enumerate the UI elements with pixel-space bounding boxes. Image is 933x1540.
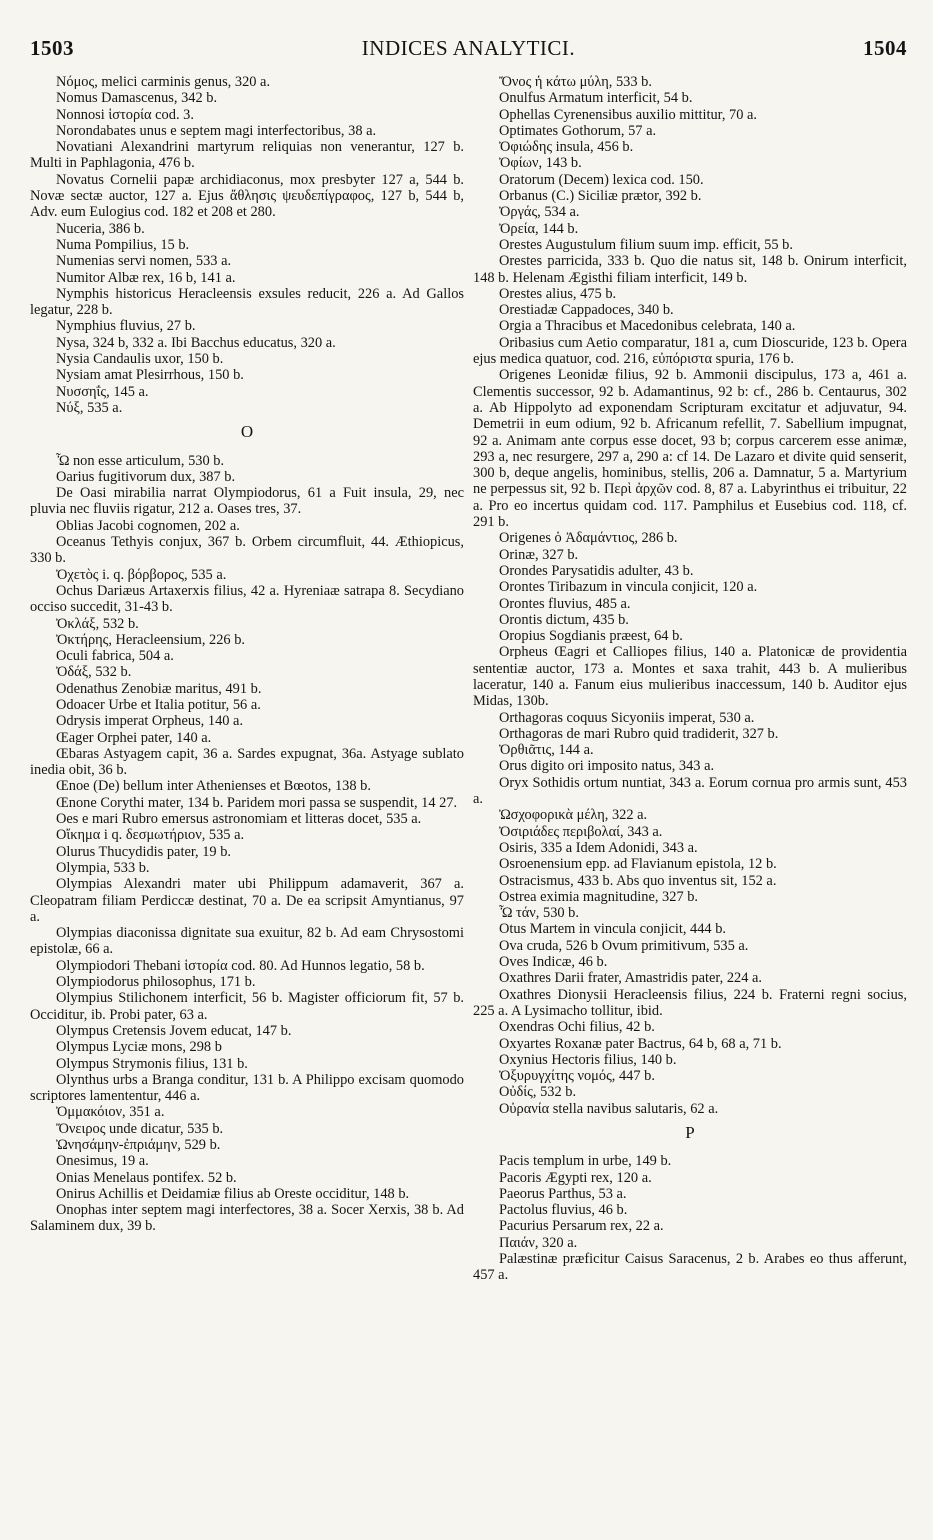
index-entry: Œnoe (De) bellum inter Athenienses et Bœotos, 138 b. — [56, 778, 371, 795]
index-entry: Νόμος, melici carminis genus, 320 a. — [56, 74, 271, 90]
index-entry: Pacis templum in urbe, 149 b. — [499, 1153, 672, 1170]
index-entry: Ὀρθιᾶτις, 144 a. — [499, 742, 594, 759]
index-entry: Ὀργάς, 534 a. — [499, 204, 580, 221]
index-entry: Nymphius fluvius, 27 b. — [56, 318, 196, 335]
index-entry: Ochus Dariæus Artaxerxis filius, 42 a. Hyreniaæ satrapa 8. Secydiano occiso succedit, 31-43 b. — [30, 582, 464, 616]
index-entry: Oculi fabrica, 504 a. — [56, 648, 174, 665]
index-entry: Pacurius Persarum rex, 22 a. — [499, 1218, 664, 1235]
index-entry: Orontes Tiribazum in vincula conjicit, 120 a. — [499, 579, 758, 596]
index-entry: Nonnosi ἱστορία cod. 3. — [56, 106, 194, 123]
index-entry: Oxathres Darii frater, Amastridis pater, 224 a. — [499, 970, 762, 987]
section-letter-o: O — [240, 422, 254, 442]
index-entry: Ὠσχοφορικὰ μέλη, 322 a. — [499, 807, 648, 824]
index-entry: Ostrea eximia magnitudine, 327 b. — [499, 888, 699, 905]
index-entry: Novatiani Alexandrini martyrum reliquias non venerantur, 127 b. Multi in Paphlagonia, 476 b. — [30, 139, 464, 172]
index-entry: Ὠνησάμην-ἐπριάμην, 529 b. — [56, 1137, 221, 1153]
index-entry: Orgia a Thracibus et Macedonibus celebrata, 140 a. — [499, 318, 796, 335]
index-entry: Olurus Thucydidis pater, 19 b. — [56, 843, 232, 860]
index-entry: Olympus Strymonis filius, 131 b. — [56, 1055, 248, 1072]
left-entries-o — [30, 453, 464, 1235]
index-entry: Otus Martem in vincula conjicit, 444 b. — [499, 921, 727, 938]
index-entry: Novatus Cornelii papæ archidiaconus, mox presbyter 127 a, 544 b. Novæ sectæ auctor, 127 a. Ejus ἄθλησις ψευδεπίγραφος, 127 b, 544 b, Adv. eum Eulogius cod. 182 et 208 et 280. — [30, 171, 464, 221]
index-entry: Orondes Parysatidis adulter, 43 b. — [499, 562, 694, 579]
index-entry: Origenes ὁ Ἀδαμάντιος, 286 b. — [499, 530, 678, 547]
index-entry: Ὄνειρος unde dicatur, 535 b. — [56, 1120, 224, 1137]
index-entry: Ova cruda, 526 b Ovum primitivum, 535 a. — [499, 937, 749, 954]
index-entry: Orus digito ori imposito natus, 343 a. — [499, 758, 715, 775]
index-entry: Palæstinæ præficitur Caisus Saracenus, 2 b. Arabes eo thus afferunt, 457 a. — [473, 1251, 907, 1284]
index-entry: Ostracismus, 433 b. Abs quo inventus sit, 152 a. — [499, 872, 777, 889]
section-letter-p: P — [685, 1123, 695, 1142]
index-entry: Ὀκτήρης, Heracleensium, 226 b. — [56, 631, 246, 648]
index-entry: Optimates Gothorum, 57 a. — [499, 122, 657, 139]
index-entry: Osroenensium epp. ad Flavianum epistola, 12 b. — [499, 856, 777, 873]
index-entry: Oxynius Hectoris filius, 140 b. — [499, 1051, 677, 1068]
index-entry: Oarius fugitivorum dux, 387 b. — [56, 468, 236, 485]
index-entry: Olympias Alexandri mater ubi Philippum adamaverit, 367 a. Cleopatram filiam Perdiccæ destinat, 70 a. De ea scripsit Amyntianus, 97 a. — [30, 876, 464, 925]
index-entry: Νυσσηΐς, 145 a. — [56, 383, 149, 400]
index-entry: Νύξ, 535 a. — [56, 399, 123, 416]
index-entry: Paeorus Parthus, 53 a. — [499, 1185, 627, 1202]
index-entry: Παιάν, 320 a. — [499, 1234, 578, 1251]
index-entry: Oxendras Ochi filius, 42 b. — [499, 1019, 655, 1036]
index-entry: Olympus Lyciæ mons, 298 b — [56, 1039, 222, 1056]
index-entry: Ὀχετὸς i. q. βόρβορος, 535 a. — [56, 566, 227, 583]
index-entry: Oes e mari Rubro emersus astronomiam et litteras docet, 535 a. — [56, 811, 422, 828]
index-entry: Œnone Corythi mater, 134 b. Paridem mori passa se suspendit, 14 27. — [56, 794, 458, 811]
index-entry: Oceanus Tethyis conjux, 367 b. Orbem circumfluit, 44. Æthiopicus, 330 b. — [30, 534, 464, 567]
index-entry: Œbaras Astyagem capit, 36 a. Sardes expugnat, 36a. Astyage sublato inedia obit, 36 b. — [30, 745, 464, 779]
index-entry: Oxyartes Roxanæ pater Bactrus, 64 b, 68 a, 71 b. — [499, 1035, 782, 1052]
index-entry: Orontes fluvius, 485 a. — [499, 595, 631, 612]
index-entry: Nysa, 324 b, 332 a. Ibi Bacchus educatus, 320 a. — [56, 334, 336, 351]
index-entry: Ὀδάξ, 532 b. — [56, 664, 132, 681]
index-entry: Nysia Candaulis uxor, 150 b. — [56, 351, 224, 368]
index-entry: Ὀρεία, 144 b. — [499, 220, 579, 237]
index-entry: Onophas inter septem magi interfectores, 38 a. Socer Xerxis, 38 b. Ad Salaminem dux, 39 b. — [30, 1202, 464, 1235]
index-entry: Orthagoras coquus Sicyoniis imperat, 530 a. — [499, 709, 755, 726]
index-entry: Ὦ non esse articulum, 530 b. — [56, 452, 225, 469]
index-entry: Pacoris Ægypti rex, 120 a. — [499, 1169, 652, 1186]
index-entry: Olympiodorus philosophus, 171 b. — [56, 974, 256, 991]
index-entry: Odoacer Urbe et Italia potitur, 56 a. — [56, 696, 261, 713]
index-entry: Nymphis historicus Heracleensis exsules reducit, 226 a. Ad Gallos legatur, 228 b. — [30, 285, 464, 319]
index-entry: Oropius Sogdianis præest, 64 b. — [499, 628, 683, 645]
index-entry: Orpheus Œagri et Calliopes filius, 140 a. Platonicæ de providentia sententiæ auctor, 173 a. Montes et saxa trahit, 443 b. A mulieribus laceratur, 140 a. Fanum eius mulieribus inaccessum, 140 b. Auditor ejus Midas, 130b. — [473, 644, 907, 710]
left-column — [30, 74, 464, 1284]
index-entry: Ophellas Cyrenensibus auxilio mittitur, 70 a. — [499, 106, 758, 123]
index-entry: Orestes Augustulum filium suum imp. efficit, 55 b. — [499, 236, 793, 253]
index-entry: Olympias diaconissa dignitate sua exuitur, 82 b. Ad eam Chrysostomi epistolæ, 66 a. — [30, 925, 464, 958]
index-entry: Ὀφίων, 143 b. — [499, 155, 582, 172]
index-entry: Olympus Cretensis Jovem educat, 147 b. — [56, 1022, 292, 1039]
index-entry: Orestiadæ Cappadoces, 340 b. — [499, 302, 674, 319]
right-entries-o — [473, 74, 907, 1117]
index-entry: Ὦ τάν, 530 b. — [499, 905, 579, 922]
index-entry: Oryx Sothidis ortum nuntiat, 343 a. Eorum cornua pro armis sunt, 453 a. — [473, 774, 907, 808]
right-column — [473, 74, 907, 1284]
index-entry: Ὀμμακόιον, 351 a. — [56, 1104, 165, 1121]
index-entry: Οἴκημα i q. δεσμωτήριον, 535 a. — [56, 827, 245, 844]
index-entry: Œager Orphei pater, 140 a. — [56, 729, 212, 746]
index-entry: Onulfus Armatum interficit, 54 b. — [499, 90, 693, 107]
page-number-left: 1503 — [30, 36, 74, 60]
index-entry: Orinæ, 327 b. — [499, 546, 579, 563]
index-entry: Olynthus urbs a Branga conditur, 131 b. A Philippo excisam quomodo scriptores lamententur, 446 a. — [30, 1071, 464, 1105]
index-entry: Ὀκλάξ, 532 b. — [56, 615, 139, 632]
index-entry: Olympia, 533 b. — [56, 859, 150, 876]
index-entry: Οὐρανία stella navibus salutaris, 62 a. — [499, 1100, 719, 1117]
index-entry: Oratorum (Decem) lexica cod. 150. — [499, 171, 704, 188]
index-entry: Ὀσιριάδες περιβολαί, 343 a. — [499, 823, 663, 840]
index-entry: Onirus Achillis et Deidamiæ filius ab Oreste occiditur, 148 b. — [56, 1185, 410, 1202]
index-entry: Osiris, 335 a Idem Adonidi, 343 a. — [499, 839, 698, 856]
index-entry: Oxathres Dionysii Heracleensis filius, 224 b. Fraterni regni socius, 225 a. A Lysimacho tollitur, ibid. — [473, 986, 907, 1019]
index-entry: Oves Indicæ, 46 b. — [499, 954, 608, 971]
index-entry: Nomus Damascenus, 342 b. — [56, 90, 218, 107]
running-head: INDICES ANALYTICI. — [361, 36, 576, 60]
index-entry: Onias Menelaus pontifex. 52 b. — [56, 1169, 237, 1186]
index-entry: Pactolus fluvius, 46 b. — [499, 1202, 628, 1219]
index-entry: Oribasius cum Aetio comparatur, 181 a, cum Dioscuride, 123 b. Opera ejus medica quatuor, cod. 216, εὐπόριστα spuria, 176 b. — [473, 334, 907, 368]
index-entry: Ὀφιώδης insula, 456 b. — [499, 139, 634, 156]
index-columns — [30, 74, 907, 1284]
index-entry: Odenathus Zenobiæ maritus, 491 b. — [56, 680, 262, 697]
index-entry: Orbanus (C.) Siciliæ prætor, 392 b. — [499, 188, 702, 205]
page-header — [30, 32, 907, 62]
index-entry: Origenes Leonidæ filius, 92 b. Ammonii discipulus, 173 a, 461 a. Clementis successor, 92 b. Adamantinus, 92 b: cf., 286 b. Centaurus, 302 a. Ab Hippolyto ad exponendam Scripturam excitatur et adjuvatur, 94. Demetrii in eum odium, 92 b. Africanum refellit, 7. Sabellium impugnat, 92 a. Animam ante corpus esse docet, 93 b; corpus carcerem esse animæ, 293 a, nec resurgere, 297 a, 290 a: cf 14. De Lazaro et divite quid senserit, 300 b, deque angelis, hominibus, stellis, 206 a. Damnatur, 5 a. Martyrium ne perpessus sit, 92 b. Περὶ ἀρχῶν cod. 8, 87 a. Labyrinthus ei tribuitur, 22 a. Pro eo incertus quidam cod. 117. Pamphilus et Eusebius cod. 118, cf. 291 b. — [473, 367, 907, 531]
right-entries-p — [473, 1153, 907, 1283]
index-entry: Olympius Stilichonem interficit, 56 b. Magister officiorum fit, 57 b. Occiditur, ib. Probi pater, 63 a. — [30, 990, 464, 1023]
index-entry: De Oasi mirabilia narrat Olympiodorus, 61 a Fuit insula, 29, nec pluvia nec fluviis rigatur, 212 a. Oases tres, 37. — [30, 485, 464, 518]
index-entry: Norondabates unus e septem magi interfectoribus, 38 a. — [56, 122, 377, 139]
index-entry: Orestes parricida, 333 b. Quo die natus sit, 148 b. Onirum interficit, 148 b. Helenam Ægisthi filiam interficit, 149 b. — [473, 253, 907, 286]
index-entry: Nuceria, 386 b. — [56, 220, 145, 237]
index-entry: Οὐδίς, 532 b. — [499, 1084, 577, 1101]
index-entry: Olympiodori Thebani ἱστορία cod. 80. Ad Hunnos legatio, 58 b. — [56, 957, 425, 974]
index-entry: Numitor Albæ rex, 16 b, 141 a. — [56, 269, 236, 286]
index-entry: Numa Pompilius, 15 b. — [56, 236, 190, 253]
index-entry: Orestes alius, 475 b. — [499, 285, 617, 302]
index-entry: Ὄνος ἡ κάτω μύλη, 533 b. — [499, 74, 652, 90]
index-entry: Odrysis imperat Orpheus, 140 a. — [56, 713, 244, 730]
index-entry: Ὀξυρυγχίτης νομός, 447 b. — [499, 1068, 655, 1085]
left-entries-n — [30, 74, 464, 416]
index-entry: Oblias Jacobi cognomen, 202 a. — [56, 517, 240, 534]
index-entry: Orontis dictum, 435 b. — [499, 611, 629, 628]
page-number-right: 1504 — [863, 36, 907, 60]
index-entry: Nysiam amat Plesirrhous, 150 b. — [56, 367, 244, 384]
index-entry: Numenias servi nomen, 533 a. — [56, 253, 232, 270]
index-entry: Onesimus, 19 a. — [56, 1153, 149, 1170]
index-entry: Orthagoras de mari Rubro quid tradiderit, 327 b. — [499, 725, 779, 742]
